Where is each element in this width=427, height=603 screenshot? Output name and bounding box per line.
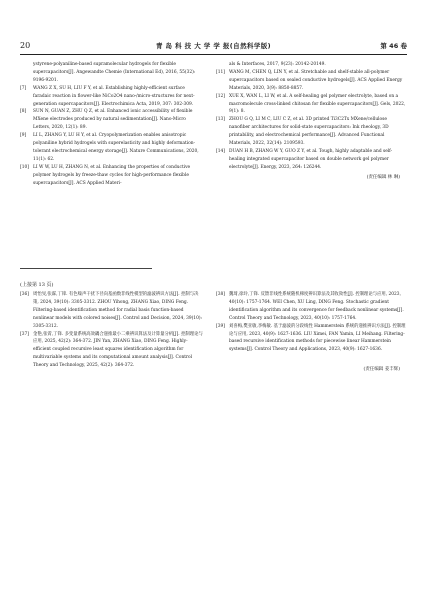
running-header [20, 41, 407, 54]
page-number: 20 [20, 41, 31, 50]
reference-text: 刘喜梅,樊亚敏,李梅敏. 基于滤波的分段线性 Hammerstein 系统的递推辨识方法[J]. 控制理论与应用, 2023, 40(9): 1627-1636. LIU Ximei, FAN Yamin, LI Meihang. Filtering-based recursive identification methods for piecewise linear Hammerstein systems[J]. Control Theory and Applications, 2023, 40(9): 1627-1636. [229, 323, 406, 353]
section-divider [20, 268, 152, 269]
top-right-reference-list [216, 61, 406, 182]
reference-item [20, 291, 204, 331]
reference-number: [13] [216, 117, 225, 123]
reference-text: ystyrene-polyaniline-based supramolecular hydrogels for flexible supercapacitors[J]. Angewandte Chemie (International Ed), 2016, 55(32): 9196-9201. [33, 62, 196, 83]
reference-text: LI L, ZHANG Y, LU H Y, et al. Cryopolymerization enables anisotropic polyaniline hybrid hydrogels with superelasticity and highly deformation-tolerant electrochemical energy storage[J]. Nature Communications, 2020, 11(1): 62. [33, 133, 199, 162]
reference-number: [38] [216, 292, 225, 297]
reference-item [216, 93, 406, 117]
reference-number: [9] [20, 133, 27, 139]
editor-credit: (责任编辑 姜丰辉) [363, 367, 400, 373]
reference-text: 周怡旻,张霖,丁锋. 有色噪声干扰下径向基函数非线性模型的滤波辨识方法[J]. 控制与决策, 2024, 39(10): 3305-3312. ZHOU Yihong, ZHANG Xiao, DING Feng. Filtering-based identification method for radial basis function-based nonlinear models with colored noises[J]. Control and Decision, 2024, 39(10): 3305-3312. [33, 292, 202, 329]
reference-text: LI W W, LU H, ZHANG N, et al. Enhancing the properties of conductive polymer hydrogels by freeze-thaw cycles for high-performance flexible supercapacitors[J]. ACS Applied Materi- [33, 164, 191, 186]
header-rule [20, 54, 407, 55]
journal-title: 青 岛 科 技 大 学 学 报(自然科学版) [155, 42, 272, 50]
reference-text: 金艳,张霄,丁锋. 多变量系统高效耦合递推最小二乘辨识算法及计算量分析[J]. 控制理论与应用, 2025, 42(2): 364-372. JIN Yan, ZHANG Xiao, DING Feng. Highly-efficient coupled recursive least squares identification algorithm for multivariable systems and its computational amount analysis[J]. Control Theory and Technology, 2025, 42(2): 364-372. [33, 331, 203, 369]
reference-number: [11] [216, 69, 225, 75]
reference-text: DUAN H B, ZHANG W Y, GUO Z Y, et al. Tough, highly adaptable and self-healing integrated supercapacitor based on double network gel polymer electrolyte[J]. Energy, 2023, 264: 126244. [229, 148, 393, 170]
top-left-reference-list [20, 61, 200, 188]
continuation-note: (上接第 13 页) [20, 282, 54, 288]
bottom-right-reference-list [216, 291, 406, 374]
reference-item [20, 164, 200, 188]
reference-text: ZHOU G Q, LI M C, LIU C Z, et al. 3D printed Ti3C2Tx MXene/cellulose nanofiber architectures for solid-state supercapacitors: Ink rheology, 3D printability, and electrochemical performance[J]. Advanced Functional Materials, 2022, 32(14): 2109593. [229, 117, 389, 147]
reference-item [20, 132, 200, 164]
reference-number: [12] [216, 93, 225, 99]
reference-number: [8] [20, 109, 27, 115]
reference-item [216, 291, 406, 323]
reference-text: 魏琦,徐玲,丁锋. 反馈非线性系统随机梯度辨识算法及其收敛性[J]. 控制理论与应用, 2023, 40(10): 1757-1764. WEI Chen, XU Ling, DING Feng. Stochastic gradient identification algorithm and its convergence for feedback nonlinear systems[J]. Control Theory and Technology, 2023, 40(10): 1757-1764. [229, 292, 404, 321]
reference-number: [14] [216, 148, 225, 154]
reference-item [216, 69, 406, 93]
reference-item [216, 116, 406, 148]
reference-text: WANG Z X, SU H, LIU F Y, et al. Establishing highly-efficient surface faradaic reaction in flower-like NiCo2O4 nano-/micro-structures for next-generation supercapacitors[J]. Electrochimica Acta, 2019, 307: 302-309. [33, 85, 195, 107]
reference-item [216, 323, 406, 355]
reference-item [20, 331, 204, 371]
reference-item [216, 61, 406, 69]
reference-item [20, 108, 200, 132]
reference-text: als & Interfaces, 2017, 9(23): 20142-20149. [229, 62, 326, 67]
volume-label: 第 46 卷 [380, 42, 407, 50]
reference-text: XUE X, WAN L, LI W, et al. A self-healing gel polymer electrolyte, based on a macromolecule cross-linked chitosan for flexible supercapacitors[J]. Gels, 2022, 9(1): 8. [229, 93, 406, 115]
editor-credit: (责任编辑 林 琳) [366, 174, 400, 180]
bottom-left-reference-list [20, 291, 204, 370]
reference-number: [36] [20, 292, 29, 297]
reference-text: SUN N, GUAN Z, ZHU Q Z, et al. Enhanced ionic accessibility of flexible MXene electrodes produced by natural sedimentation[J]. Nano-Micro Letters, 2020, 12(1): 89. [33, 109, 193, 131]
reference-number: [37] [20, 331, 29, 337]
reference-item [20, 85, 200, 109]
reference-number: [10] [20, 164, 29, 170]
reference-text: WANG M, CHEN Q, LIN Y, et al. Stretchable and shelf-stable all-polymer supercapacitors based on sealed conductive hydrogels[J]. ACS Applied Energy Materials, 2020, 3(9): 8850-8857. [229, 69, 403, 91]
reference-number: [7] [20, 85, 27, 91]
reference-number: [39] [216, 323, 225, 329]
reference-item [216, 148, 406, 172]
reference-item [20, 61, 200, 85]
